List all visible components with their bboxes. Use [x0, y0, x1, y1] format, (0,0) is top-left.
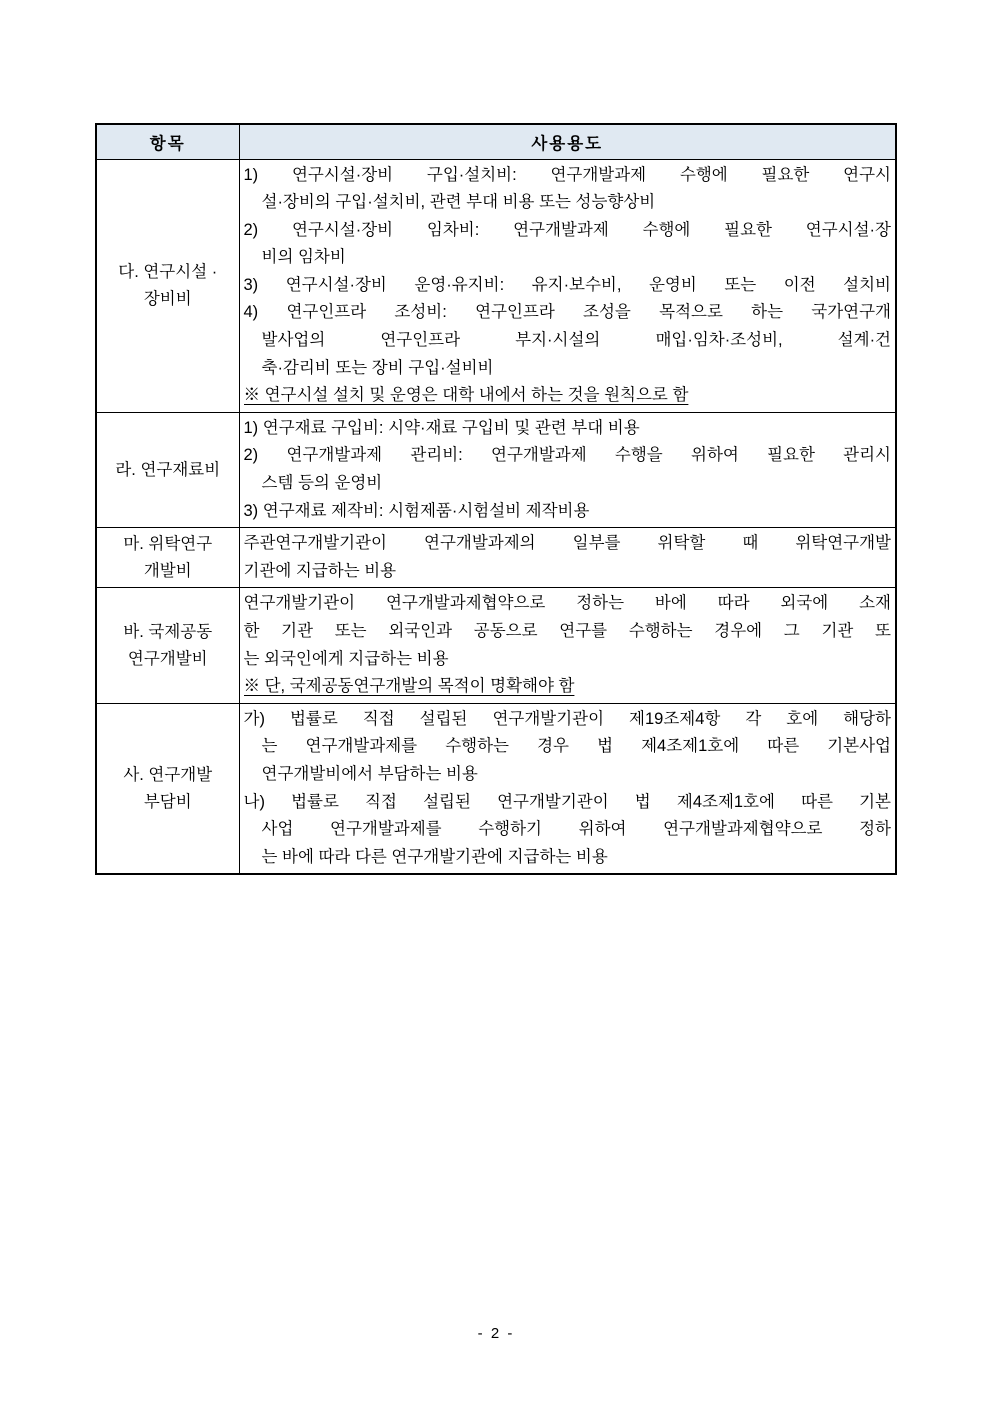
usage-line: 1) 연구재료 구입비: 시약·재료 구입비 및 관련 부대 비용	[243, 418, 640, 437]
usage-line: 3) 연구시설·장비 운영·유지비: 유지·보수비, 운영비 또는 이전 설치비	[243, 275, 891, 294]
item-label-line: 개발비	[143, 561, 192, 580]
item-cell-consigned-rnd	[96, 528, 239, 588]
table-row-research-materials	[96, 412, 896, 527]
usage-line: 축·감리비 또는 장비 구입·설비비	[261, 358, 494, 377]
usage-cell-facility-equipment	[239, 159, 896, 412]
item-label-line: 라. 연구재료비	[115, 460, 221, 479]
usage-line: 스템 등의 운영비	[261, 474, 383, 493]
item-label-line: 부담비	[143, 792, 192, 811]
usage-line: 발사업의 연구인프라 부지·시설의 매입·임차·조성비, 설계·건	[261, 331, 891, 350]
usage-line: 3) 연구재료 제작비: 시험제품·시험설비 제작비용	[243, 501, 590, 520]
item-cell-rnd-contribution	[96, 703, 239, 874]
page-number: - 2 -	[477, 1325, 515, 1342]
item-label-line: 다. 연구시설 ·	[118, 262, 218, 281]
table-row-international-joint-rnd	[96, 588, 896, 703]
table-row-facility-equipment	[96, 159, 896, 412]
usage-line: 비의 임차비	[261, 248, 346, 267]
usage-line: 설·장비의 구입·설치비, 관련 부대 비용 또는 성능향상비	[261, 193, 656, 212]
usage-line: 2) 연구개발과제 관리비: 연구개발과제 수행을 위하여 필요한 관리시	[243, 446, 891, 465]
header-usage: 사용용도	[239, 124, 896, 159]
usage-cell-international-joint-rnd	[239, 588, 896, 703]
usage-line: 는 바에 따라 다른 연구개발기관에 지급하는 비용	[261, 847, 608, 866]
usage-cell-consigned-rnd	[239, 528, 896, 588]
usage-line: 한 기관 또는 외국인과 공동으로 연구를 수행하는 경우에 그 기관 또	[243, 622, 891, 640]
usage-line: 2) 연구시설·장비 임차비: 연구개발과제 수행에 필요한 연구시설·장	[243, 220, 891, 239]
usage-note-line: ※ 연구시설 설치 및 운영은 대학 내에서 하는 것을 원칙으로 함	[243, 386, 689, 405]
item-cell-research-materials	[96, 412, 239, 527]
item-label-line: 장비비	[143, 289, 192, 308]
usage-line: 연구개발비에서 부담하는 비용	[261, 764, 478, 783]
header-item: 항목	[96, 124, 239, 159]
usage-cell-research-materials	[239, 412, 896, 527]
usage-line: 기관에 지급하는 비용	[243, 561, 397, 580]
usage-line: 1) 연구시설·장비 구입·설치비: 연구개발과제 수행에 필요한 연구시	[243, 165, 891, 184]
usage-line: 가) 법률로 직접 설립된 연구개발기관이 제19조제4항 각 호에 해당하	[243, 709, 891, 728]
item-label-line: 바. 국제공동	[123, 622, 213, 641]
table-row-rnd-contribution	[96, 703, 896, 874]
item-label-line: 마. 위탁연구	[123, 534, 213, 553]
item-label-line: 연구개발비	[127, 649, 208, 668]
item-cell-facility-equipment	[96, 159, 239, 412]
item-label-line: 사. 연구개발	[123, 765, 213, 784]
usage-note-line: ※ 단, 국제공동연구개발의 목적이 명확해야 함	[243, 677, 575, 696]
usage-line: 나) 법률로 직접 설립된 연구개발기관이 법 제4조제1호에 따른 기본	[243, 792, 891, 811]
table-header-row	[96, 124, 896, 159]
item-cell-international-joint-rnd	[96, 588, 239, 703]
usage-line: 는 연구개발과제를 수행하는 경우 법 제4조제1호에 따른 기본사업	[261, 737, 891, 756]
usage-line: 4) 연구인프라 조성비: 연구인프라 조성을 목적으로 하는 국가연구개	[243, 303, 891, 322]
table-row-consigned-rnd	[96, 528, 896, 588]
usage-cell-rnd-contribution	[239, 703, 896, 874]
usage-line: 주관연구개발기관이 연구개발과제의 일부를 위탁할 때 위탁연구개발	[243, 534, 891, 553]
expense-usage-table	[95, 123, 897, 875]
usage-line: 연구개발기관이 연구개발과제협약으로 정하는 바에 따라 외국에 소재	[243, 594, 891, 613]
usage-line: 사업 연구개발과제를 수행하기 위하여 연구개발과제협약으로 정하	[261, 820, 891, 839]
usage-line: 는 외국인에게 지급하는 비용	[243, 649, 449, 668]
